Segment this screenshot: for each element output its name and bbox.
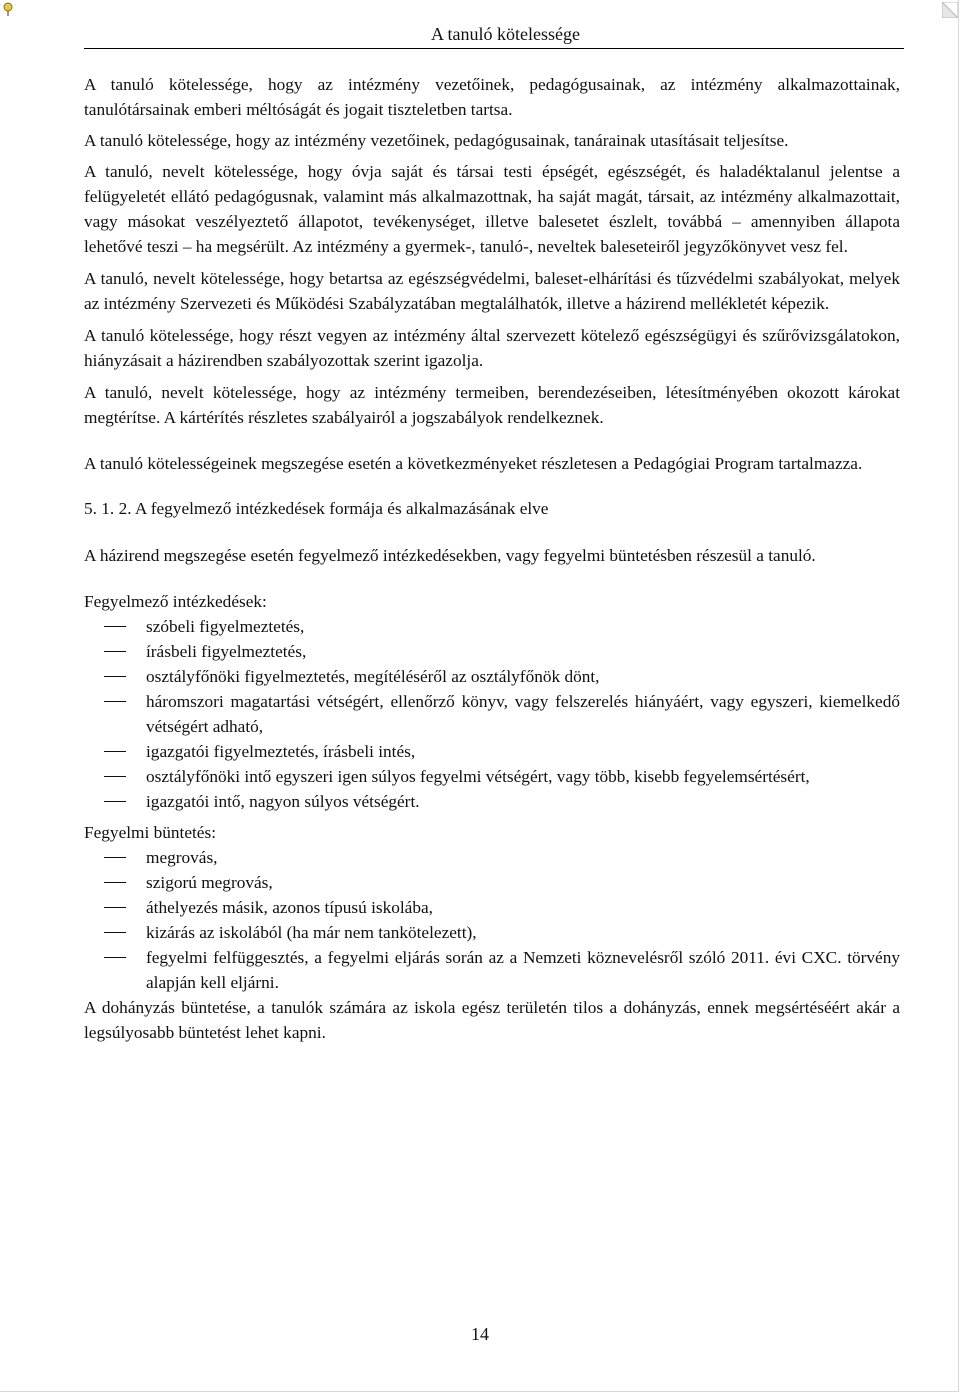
paragraph: A tanuló kötelessége, hogy az intézmény vezetőinek, pedagógusainak, tanárainak utasításait teljesítse. — [84, 131, 789, 150]
list-item — [84, 789, 900, 814]
list-item-text: igazgatói figyelmeztetés, írásbeli intés, — [146, 742, 416, 761]
list-item-text: kizárás az iskolából (ha már nem tankötelezett), — [146, 923, 477, 942]
header-title: A tanuló kötelessége — [431, 24, 580, 44]
list-item — [84, 764, 900, 789]
list-item-text: áthelyezés másik, azonos típusú iskolába, — [146, 898, 433, 917]
list-item-text: osztályfőnöki intő egyszeri igen súlyos fegyelmi vétségért, vagy több, kisebb fegyelemsértésért, — [146, 767, 810, 786]
list-item — [84, 945, 900, 995]
list-item-text: igazgatói intő, nagyon súlyos vétségért. — [146, 792, 420, 811]
page-header — [84, 22, 904, 49]
list-item — [84, 689, 900, 739]
paragraph: A tanuló kötelessége, hogy az intézmény vezetőinek, pedagógusainak, az intézmény alkalmazottainak, tanulótársainak emberi méltóságát és jogait tiszteletben tartsa. — [84, 75, 900, 119]
paragraph: A tanuló, nevelt kötelessége, hogy az intézmény termeiben, berendezéseiben, létesítményében okozott károkat megtérítse. A kártérítés részletes szabályairól a jogszabályok rendelkeznek. — [84, 383, 900, 427]
paragraph: A tanuló, nevelt kötelessége, hogy betartsa az egészségvédelmi, baleset-elhárítási és tűzvédelmi szabályokat, melyek az intézmény Szervezeti és Működési Szabályzatában megtalálhatók, illetve a házirend mellékletét képezik. — [84, 269, 900, 313]
section-heading: 5. 1. 2. A fegyelmező intézkedések formája és alkalmazásának elve — [84, 499, 549, 518]
list-item-text: osztályfőnöki figyelmeztetés, megítéléséről az osztályfőnök dönt, — [146, 667, 600, 686]
list-item — [84, 739, 900, 764]
page-number: 14 — [471, 1324, 489, 1344]
list-item-text: szóbeli figyelmeztetés, — [146, 617, 305, 636]
list-label-buntetes: Fegyelmi büntetés: — [84, 823, 216, 842]
pin-icon — [2, 2, 14, 16]
list-item-text: fegyelmi felfüggesztés, a fegyelmi eljárás során az a Nemzeti köznevelésről szóló 2011. évi CXC. törvény alapján kell eljárni. — [146, 948, 900, 992]
document-body — [84, 72, 900, 1045]
list-item — [84, 664, 900, 689]
paragraph: A tanuló, nevelt kötelessége, hogy óvja saját és társai testi épségét, egészségét, és haladéktalanul jelentse a felügyeletét ellátó pedagógusnak, valamint más alkalmazottnak, ha saját magát, társait, az intézmény alkalmazottait, vagy másokat veszélyeztető állapotot, tevékenységet, illetve balesetet észlelt, továbbá – amennyiben állapota lehetővé teszi – ha megsérült. Az intézmény a gyermek-, tanuló-, neveltek baleseteiről jegyzőkönyvet vesz fel. — [84, 162, 900, 256]
list-item — [84, 639, 900, 664]
page-corner-fold-icon — [942, 2, 958, 18]
list-item-text: háromszori magatartási vétségért, ellenőrző könyv, vagy felszerelés hiányáért, vagy egyszeri, kiemelkedő vétségért adható, — [146, 692, 900, 736]
list-item — [84, 895, 900, 920]
list-item — [84, 614, 900, 639]
list-item-text: írásbeli figyelmeztetés, — [146, 642, 307, 661]
list-item-text: megrovás, — [146, 848, 218, 867]
list-item-text: szigorú megrovás, — [146, 873, 273, 892]
paragraph: A tanuló kötelességeinek megszegése esetén a következményeket részletesen a Pedagógiai Program tartalmazza. — [84, 454, 863, 473]
buntetes-list — [84, 845, 900, 995]
list-item — [84, 870, 900, 895]
list-item — [84, 845, 900, 870]
list-label-fegyelmezo: Fegyelmező intézkedések: — [84, 592, 267, 611]
paragraph: A dohányzás büntetése, a tanulók számára az iskola egész területén tilos a dohányzás, ennek megsértéséért akár a legsúlyosabb büntetést lehet kapni. — [84, 998, 900, 1042]
paragraph: A házirend megszegése esetén fegyelmező intézkedésekben, vagy fegyelmi büntetésben részesül a tanuló. — [84, 546, 816, 565]
list-item — [84, 920, 900, 945]
paragraph: A tanuló kötelessége, hogy részt vegyen az intézmény által szervezett kötelező egészségügyi és szűrővizsgálatokon, hiányzásait a házirendben szabályozottak szerint igazolja. — [84, 326, 900, 370]
fegyelmezo-list — [84, 614, 900, 814]
